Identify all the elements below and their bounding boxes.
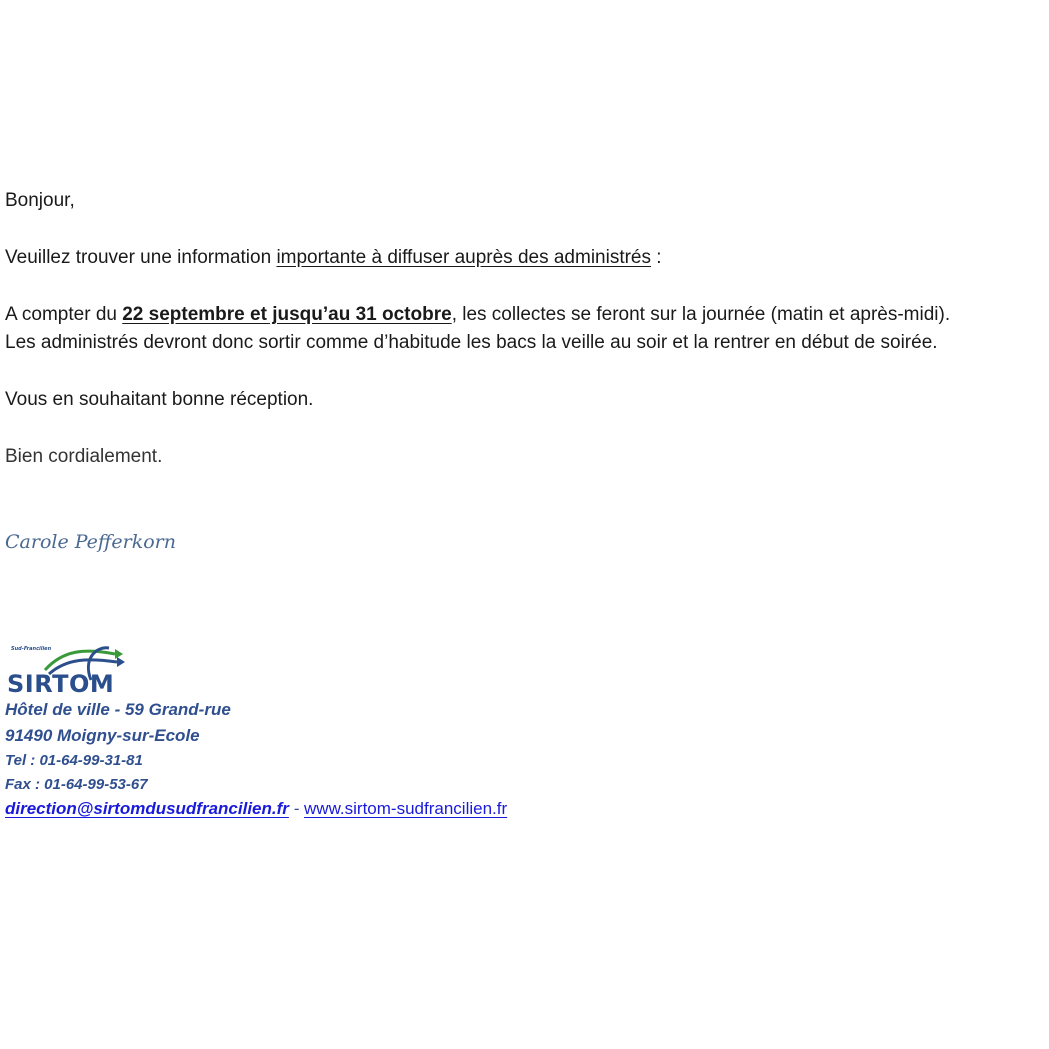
- dates-highlight: 22 septembre et jusqu’au 31 octobre: [122, 304, 452, 325]
- sirtom-logo: [5, 640, 127, 696]
- intro-underlined: importante à diffuser auprès des administrés: [276, 247, 652, 268]
- body-line-1-start: A compter du: [5, 304, 123, 325]
- website-link[interactable]: www.sirtom-sudfrancilien.fr: [304, 799, 508, 818]
- greeting: Bonjour,: [5, 190, 75, 211]
- logo-tagline: Sud-Francilien: [11, 646, 52, 652]
- address-line-2: 91490 Moigny-sur-Ecole: [5, 726, 200, 745]
- logo-wordmark: SIRTOM: [7, 670, 115, 696]
- closing-line: Bien cordialement.: [5, 446, 163, 467]
- intro-paragraph: [5, 244, 662, 272]
- logo-arrow-green: [115, 649, 123, 659]
- intro-colon: :: [651, 247, 662, 268]
- logo-arrow-blue: [117, 657, 125, 667]
- body-line-1: [5, 301, 950, 329]
- signature-name: Carole Pefferkorn: [5, 531, 176, 553]
- body-line-2: Les administrés devront donc sortir comme d’habitude les bacs la veille au soir et la rentrer en début de soirée.: [5, 332, 938, 353]
- intro-text: Veuillez trouver une information: [5, 247, 277, 268]
- contact-links: [5, 799, 507, 819]
- link-separator: -: [293, 799, 300, 818]
- email-link[interactable]: direction@sirtomdusudfrancilien.fr: [5, 799, 289, 818]
- reception-line: Vous en souhaitant bonne réception.: [5, 389, 314, 410]
- phone-number: Tel : 01-64-99-31-81: [5, 752, 143, 769]
- sirtom-logo-graphic: [5, 640, 127, 696]
- fax-number: Fax : 01-64-99-53-67: [5, 776, 148, 793]
- address-line-1: Hôtel de ville - 59 Grand-rue: [5, 700, 231, 719]
- body-line-1-end: , les collectes se feront sur la journée (matin et après-midi).: [451, 304, 951, 325]
